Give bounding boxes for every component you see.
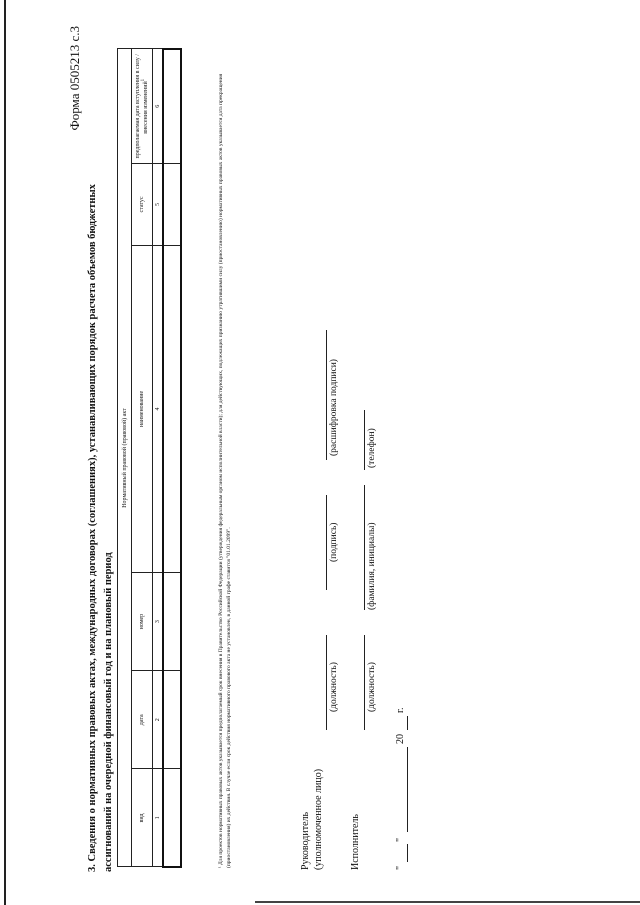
executor-phone-caption: (телефон) [367,428,377,468]
head-label-authorized: (уполномоченное лицо) [313,768,324,870]
head-position-caption: (должность) [329,662,339,712]
col-number-4: 4 [153,245,164,572]
legal-acts-table [117,48,182,868]
col-header-type: вид [132,769,153,867]
table-cell [163,769,181,867]
col-header-status: статус [132,164,153,246]
page-border [4,0,6,905]
table-cell [163,671,181,769]
footnote: ¹ Для проектов нормативных правовых актов указывается предполагаемый срок внесения в Правительство Российской Федерации (утверждения федеральным органом исполнительной власти); для действующих, подлежащих признанию утратившими силу (приостановлению) нормативных правовых актов указывается дата прекращения (приостановления) их действия. В случае если срок действия нормативного правового акта не установлен, в данной графе ставится "01.01.2099". [218,73,232,868]
date-month-line [407,747,408,832]
table-row [163,49,181,867]
section-title: 3. Сведения о нормативных правовых актах, международных договорах (соглашениях), устанавливающих порядок расчета объемов бюджетных ассигнований на очередной финансовый год и на плановый период [87,184,114,872]
executor-label: Исполнитель [350,814,361,870]
table-cell [163,573,181,671]
col-number-6: 6 [153,49,164,164]
date-day-line [407,844,408,862]
footnote-marker: 1 [141,78,146,82]
head-signature-line [326,495,327,590]
col-number-3: 3 [153,573,164,671]
executor-position-caption: (должность) [367,662,377,712]
table-group-header: Нормативный правовой (правовой) акт [118,49,132,867]
rotated-form-page [67,20,587,880]
date-quote-open: " [395,865,406,870]
col-header-number: номер [132,573,153,671]
head-position-line [326,635,327,730]
executor-name-caption: (фамилия, инициалы) [367,522,377,610]
col-header-name: наименование [132,245,153,572]
table-cell [163,245,181,572]
col-header-effective-date [132,49,153,164]
executor-position-line [364,635,365,730]
col-number-1: 1 [153,769,164,867]
head-label: Руководитель [300,811,311,870]
date-year-prefix: 20 [395,734,406,744]
executor-phone-line [364,410,365,470]
table-cell [163,49,181,164]
head-signature-caption: (подпись) [329,522,339,562]
table-cell [163,164,181,246]
col-header-date: дата [132,671,153,769]
date-year-line [407,716,408,730]
form-code: Форма 0505213 с.3 [67,26,82,131]
date-year-suffix: г. [395,707,406,713]
head-decoding-line [326,330,327,460]
date-quote-close: " [395,837,406,842]
head-decoding-caption: (расшифровка подписи) [329,359,339,456]
col-header-effective-date-text: предполагаемая дата вступления в силу / внесения изменений [135,54,149,159]
col-number-2: 2 [153,671,164,769]
col-number-5: 5 [153,164,164,246]
executor-name-line [364,485,365,610]
scan-edge-line [255,901,640,903]
